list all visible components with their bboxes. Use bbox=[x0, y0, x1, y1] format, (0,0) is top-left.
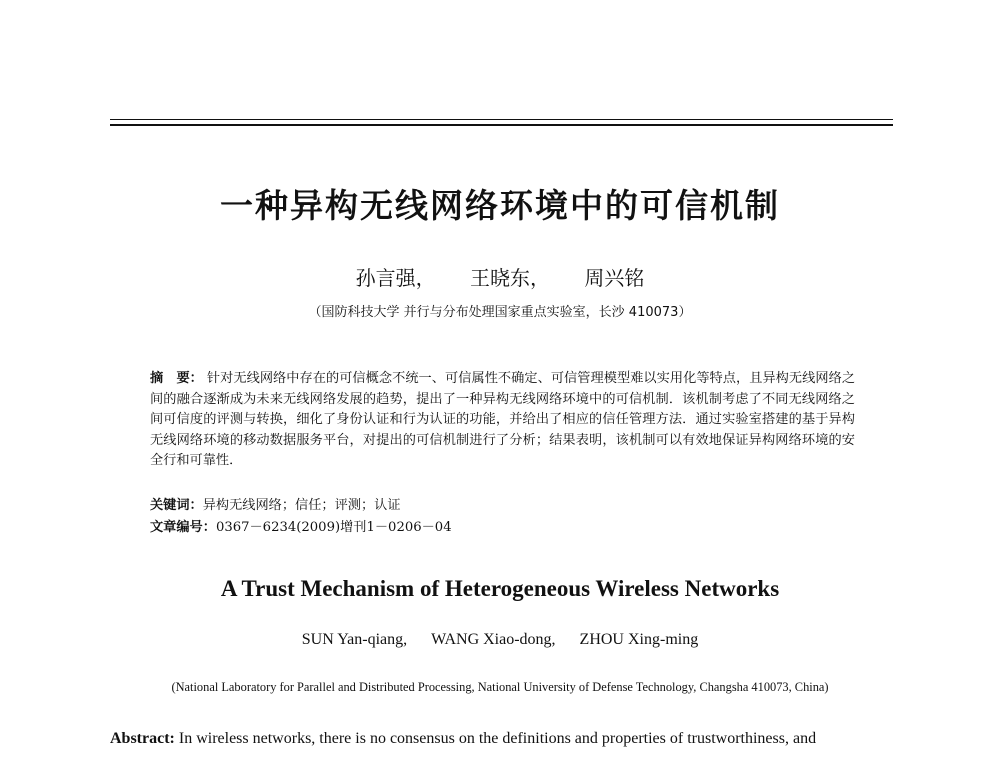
chinese-authors bbox=[0, 262, 1000, 291]
chinese-abstract bbox=[150, 369, 855, 472]
author-cn-1: 孙言强， bbox=[355, 266, 436, 290]
abstract-en-text: In wireless networks, there is no consensus on the definitions and properties of trustworthiness, and bbox=[178, 730, 817, 747]
english-affiliation: (National Laboratory for Parallel and Distributed Processing, National University of Defense Technology, Changsha 410073, China) bbox=[171, 680, 829, 694]
english-authors bbox=[0, 631, 1000, 649]
keywords-cn-text: 异构无线网络；信任；评测；认证 bbox=[202, 498, 401, 513]
keywords-cn-label: 关键词： bbox=[150, 498, 203, 513]
article-number-cn-label: 文章编号： bbox=[150, 520, 216, 535]
abstract-en-label: Abstract: bbox=[110, 730, 175, 747]
author-cn-3: 周兴铭 bbox=[584, 266, 645, 290]
abstract-cn-text: 针对无线网络中存在的可信概念不统一、可信属性不确定、可信管理模型难以实用化等特点，且异构无线网络之间的融合逐渐成为未来无线网络发展的趋势，提出了一种异构无线网络环境中的可信机制．该机制考虑了不同无线网络之间可信度的评测与转换，细化了身份认证和行为认证的功能，并给出了相应的信任管理方法．通过实验室搭建的基于异构无线网络环境的移动数据服务平台，对提出的可信机制进行了分析；结果表明，该机制可以有效地保证异构网络环境的安全行和可靠性． bbox=[150, 371, 856, 468]
top-rule-thin bbox=[110, 119, 893, 120]
top-rule-thick bbox=[110, 124, 893, 126]
author-en-1: SUN Yan-qiang, bbox=[301, 631, 408, 648]
article-number-cn bbox=[150, 516, 855, 535]
english-abstract bbox=[110, 728, 895, 750]
chinese-title: 一种异构无线网络环境中的可信机制 bbox=[220, 186, 780, 225]
chinese-affiliation: （国防科技大学 并行与分布处理国家重点实验室，长沙 410073） bbox=[308, 305, 692, 320]
author-en-3: ZHOU Xing-ming bbox=[579, 631, 699, 648]
author-cn-2: 王晓东， bbox=[470, 266, 550, 290]
author-en-2: WANG Xiao-dong, bbox=[431, 631, 556, 648]
english-title: A Trust Mechanism of Heterogeneous Wireless Networks bbox=[220, 576, 780, 601]
article-number-cn-text: 0367－6234(2009)增刊1－0206－04 bbox=[215, 520, 452, 535]
abstract-cn-label: 摘 要： bbox=[150, 371, 203, 386]
keywords-cn bbox=[150, 494, 855, 513]
